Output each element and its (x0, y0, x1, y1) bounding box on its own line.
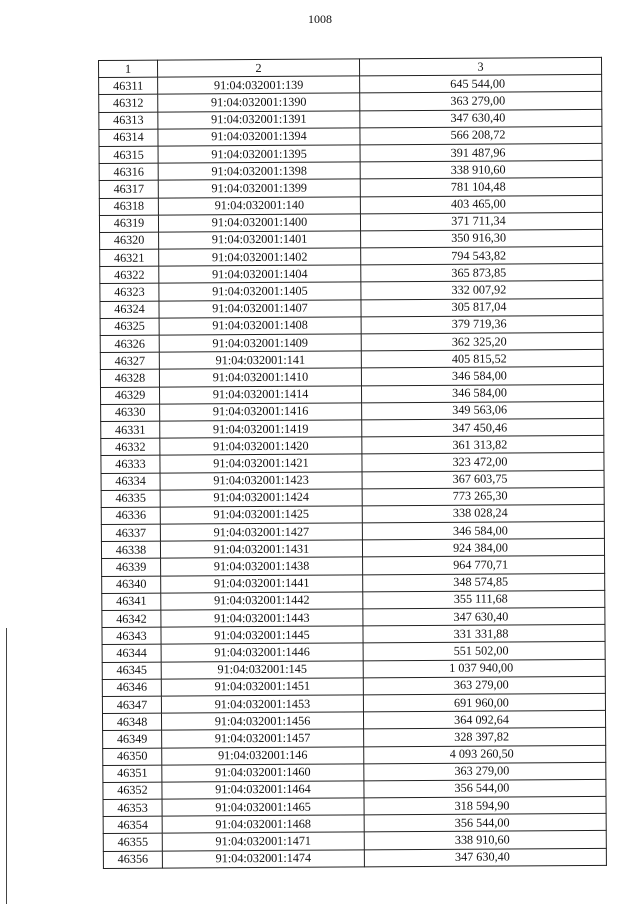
cadastral-value-text: 371 711,34 (451, 213, 506, 229)
cadastral-value-cell (362, 487, 604, 506)
cadastral-value-text: 346 584,00 (451, 368, 507, 383)
cadastral-number-cell: 91:04:032001:1414 (159, 385, 361, 403)
cadastral-value-cell (364, 745, 606, 764)
cadastral-value-cell (362, 521, 604, 540)
cadastral-value-cell (360, 109, 602, 128)
cadastral-value-text: 365 873,85 (451, 265, 507, 280)
cadastral-value-cell (364, 728, 606, 747)
cadastral-value-table (98, 57, 607, 869)
cadastral-value-cell (362, 539, 604, 558)
cadastral-number-cell: 91:04:032001:1421 (160, 454, 362, 472)
cadastral-value-cell (363, 693, 605, 712)
cadastral-value-text: 367 603,75 (452, 471, 508, 486)
cadastral-number-cell: 91:04:032001:1400 (158, 214, 360, 232)
row-number-cell: 46355 (103, 834, 162, 852)
cadastral-number-cell: 91:04:032001:1394 (158, 128, 360, 146)
cadastral-value-text: 356 544,00 (454, 780, 510, 796)
cadastral-value-text: 645 544,00 (450, 76, 506, 91)
cadastral-value-text: 355 111,68 (453, 591, 508, 607)
cadastral-value-text: 348 574,85 (453, 574, 509, 590)
table-body (99, 75, 607, 869)
cadastral-value-text: 305 817,04 (451, 299, 507, 315)
row-number-cell: 46314 (99, 129, 158, 147)
column-header-2: 2 (158, 59, 360, 77)
cadastral-value-cell (360, 212, 602, 231)
cadastral-value-text: 364 092,64 (454, 712, 509, 727)
cadastral-number-cell: 91:04:032001:1446 (161, 643, 363, 661)
cadastral-number-cell: 91:04:032001:1398 (158, 162, 360, 180)
row-number-cell: 46313 (99, 112, 158, 130)
row-number-cell: 46345 (102, 662, 161, 680)
cadastral-value-cell (363, 659, 605, 678)
cadastral-number-cell: 91:04:032001:140 (158, 196, 360, 214)
row-number-cell: 46351 (103, 765, 162, 783)
cadastral-value-cell (363, 625, 605, 644)
cadastral-value-cell (364, 762, 606, 781)
row-number-cell: 46333 (101, 455, 160, 473)
row-number-cell: 46330 (101, 404, 160, 422)
cadastral-value-text: 363 279,00 (450, 93, 506, 108)
cadastral-value-text: 403 465,00 (450, 196, 506, 211)
row-number-cell: 46316 (99, 163, 158, 181)
row-number-cell: 46322 (100, 266, 159, 284)
cadastral-number-cell: 91:04:032001:1402 (159, 248, 361, 266)
cadastral-value-cell (363, 590, 605, 609)
cadastral-number-cell: 91:04:032001:1442 (161, 592, 363, 610)
cadastral-value-cell (360, 75, 602, 94)
cadastral-number-cell: 91:04:032001:1438 (161, 557, 363, 575)
cadastral-value-text: 794 543,82 (451, 248, 507, 263)
row-number-cell: 46338 (101, 541, 160, 559)
row-number-cell: 46329 (100, 387, 159, 405)
cadastral-value-cell (360, 161, 602, 180)
cadastral-number-cell: 91:04:032001:1401 (159, 231, 361, 249)
cadastral-number-cell: 91:04:032001:1407 (159, 300, 361, 318)
row-number-cell: 46317 (99, 180, 158, 198)
cadastral-value-text: 773 265,30 (452, 488, 508, 504)
cadastral-value-text: 356 544,00 (454, 815, 510, 830)
row-number-cell: 46340 (102, 576, 161, 594)
row-number-cell: 46339 (102, 559, 161, 577)
cadastral-value-text: 781 104,48 (450, 179, 506, 194)
column-header-1: 1 (99, 60, 158, 78)
cadastral-value-text: 323 472,00 (452, 454, 508, 469)
cadastral-value-text: 338 028,24 (452, 505, 508, 521)
cadastral-value-cell (362, 470, 604, 489)
cadastral-value-cell (361, 367, 603, 386)
cadastral-value-cell (361, 246, 603, 265)
margin-rule (6, 628, 7, 904)
row-number-cell: 46337 (101, 524, 160, 542)
cadastral-value-cell (361, 384, 603, 403)
cadastral-number-cell: 91:04:032001:1460 (162, 764, 364, 782)
cadastral-value-text: 338 910,60 (450, 162, 506, 177)
cadastral-number-cell: 91:04:032001:1390 (158, 93, 360, 111)
row-number-cell: 46320 (100, 232, 159, 250)
cadastral-value-text: 379 719,36 (451, 316, 507, 332)
row-number-cell: 46328 (100, 370, 159, 388)
cadastral-number-cell: 91:04:032001:1456 (161, 712, 363, 730)
cadastral-value-text: 691 960,00 (453, 695, 509, 710)
row-number-cell: 46348 (102, 713, 161, 731)
cadastral-number-cell: 91:04:032001:1404 (159, 265, 361, 283)
row-number-cell: 46344 (102, 645, 161, 663)
cadastral-value-text: 346 584,00 (452, 385, 508, 400)
cadastral-number-cell: 91:04:032001:141 (159, 351, 361, 369)
cadastral-value-text: 332 007,92 (451, 282, 507, 297)
cadastral-value-text: 346 584,00 (452, 523, 508, 538)
cadastral-value-cell (361, 264, 603, 283)
cadastral-value-text: 347 630,40 (450, 110, 506, 126)
cadastral-number-cell: 91:04:032001:1441 (161, 575, 363, 593)
cadastral-value-text: 331 331,88 (453, 626, 509, 641)
cadastral-value-text: 551 502,00 (453, 643, 509, 658)
cadastral-number-cell: 91:04:032001:1424 (160, 489, 362, 507)
cadastral-number-cell: 91:04:032001:1451 (161, 678, 363, 696)
cadastral-value-text: 1 037 940,00 (449, 660, 514, 676)
cadastral-value-text: 964 770,71 (453, 557, 509, 572)
cadastral-number-cell: 91:04:032001:1391 (158, 110, 360, 128)
cadastral-value-cell (363, 607, 605, 626)
table-row (103, 848, 606, 868)
cadastral-number-cell: 91:04:032001:1409 (159, 334, 361, 352)
cadastral-value-text: 391 487,96 (450, 145, 506, 160)
row-number-cell: 46343 (102, 627, 161, 645)
row-number-cell: 46331 (101, 421, 160, 439)
row-number-cell: 46324 (100, 301, 159, 319)
row-number-cell: 46311 (99, 77, 158, 95)
row-number-cell: 46335 (101, 490, 160, 508)
row-number-cell: 46327 (100, 352, 159, 370)
row-number-cell: 46315 (99, 146, 158, 164)
row-number-cell: 46325 (100, 318, 159, 336)
cadastral-number-cell: 91:04:032001:1410 (159, 368, 361, 386)
row-number-cell: 46318 (99, 198, 158, 216)
cadastral-value-cell (362, 436, 604, 455)
cadastral-value-text: 318 594,90 (454, 798, 510, 813)
cadastral-value-text: 347 630,40 (453, 609, 509, 624)
row-number-cell: 46326 (100, 335, 159, 353)
cadastral-value-cell (361, 229, 603, 248)
cadastral-value-cell (363, 556, 605, 575)
cadastral-value-cell (361, 332, 603, 351)
cadastral-number-cell: 91:04:032001:1453 (161, 695, 363, 713)
column-header-3: 3 (359, 57, 601, 76)
cadastral-value-cell (360, 195, 602, 214)
cadastral-value-text: 347 630,40 (454, 849, 510, 865)
row-number-cell: 46334 (101, 473, 160, 491)
page-number: 1008 (308, 12, 332, 26)
cadastral-value-text: 350 916,30 (451, 230, 507, 246)
row-number-cell: 46353 (103, 799, 162, 817)
row-number-cell: 46356 (103, 851, 162, 869)
cadastral-value-cell (364, 814, 606, 833)
cadastral-value-text: 349 563,06 (452, 402, 508, 418)
cadastral-number-cell: 91:04:032001:1465 (162, 798, 364, 816)
cadastral-number-cell: 91:04:032001:1423 (160, 471, 362, 489)
cadastral-value-cell (362, 504, 604, 523)
row-number-cell: 46346 (102, 679, 161, 697)
cadastral-value-cell (364, 779, 606, 798)
cadastral-value-text: 363 279,00 (454, 763, 510, 779)
cadastral-value-cell (360, 143, 602, 162)
cadastral-value-text: 363 279,00 (453, 677, 509, 693)
cadastral-value-text: 4 093 260,50 (449, 746, 514, 761)
cadastral-number-cell: 91:04:032001:1431 (160, 540, 362, 558)
row-number-cell: 46350 (103, 748, 162, 766)
row-number-cell: 46321 (100, 249, 159, 267)
cadastral-value-text: 924 384,00 (453, 540, 508, 555)
cadastral-value-cell (363, 711, 605, 730)
cadastral-value-text: 347 450,46 (452, 420, 508, 435)
row-number-cell: 46319 (99, 215, 158, 233)
cadastral-number-cell: 91:04:032001:1443 (161, 609, 363, 627)
row-number-cell: 46354 (103, 816, 162, 834)
cadastral-value-cell (360, 178, 602, 197)
cadastral-value-cell (362, 401, 604, 420)
cadastral-number-cell: 91:04:032001:1468 (162, 815, 364, 833)
cadastral-number-cell: 91:04:032001:1457 (162, 729, 364, 747)
cadastral-value-cell (360, 92, 602, 111)
cadastral-value-cell (363, 642, 605, 661)
cadastral-value-text: 328 397,82 (454, 729, 510, 744)
cadastral-number-cell: 91:04:032001:1408 (159, 317, 361, 335)
cadastral-number-cell: 91:04:032001:1419 (160, 420, 362, 438)
cadastral-value-cell (360, 126, 602, 145)
cadastral-number-cell: 91:04:032001:1416 (160, 403, 362, 421)
cadastral-number-cell: 91:04:032001:1474 (162, 850, 364, 868)
cadastral-number-cell: 91:04:032001:1425 (160, 506, 362, 524)
cadastral-value-cell (364, 848, 606, 867)
cadastral-number-cell: 91:04:032001:1427 (160, 523, 362, 541)
row-number-cell: 46336 (101, 507, 160, 525)
row-number-cell: 46352 (103, 782, 162, 800)
row-number-cell: 46342 (102, 610, 161, 628)
cadastral-number-cell: 91:04:032001:145 (161, 660, 363, 678)
cadastral-value-cell (361, 298, 603, 317)
cadastral-number-cell: 91:04:032001:1395 (158, 145, 360, 163)
cadastral-value-cell (364, 831, 606, 850)
cadastral-number-cell: 91:04:032001:1445 (161, 626, 363, 644)
row-number-cell: 46323 (100, 284, 159, 302)
row-number-cell: 46312 (99, 95, 158, 113)
row-number-cell: 46349 (103, 730, 162, 748)
cadastral-value-cell (363, 573, 605, 592)
cadastral-value-cell (361, 350, 603, 369)
cadastral-value-text: 361 313,82 (452, 437, 508, 452)
cadastral-number-cell: 91:04:032001:1405 (159, 282, 361, 300)
cadastral-value-cell (361, 315, 603, 334)
cadastral-value-text: 362 325,20 (451, 334, 507, 349)
cadastral-value-cell (362, 453, 604, 472)
cadastral-value-cell (363, 676, 605, 695)
cadastral-value-text: 566 208,72 (450, 127, 506, 143)
cadastral-value-cell (364, 796, 606, 815)
row-number-cell: 46332 (101, 438, 160, 456)
cadastral-value-text: 405 815,52 (451, 351, 507, 366)
cadastral-number-cell: 91:04:032001:1399 (158, 179, 360, 197)
cadastral-number-cell: 91:04:032001:1464 (162, 781, 364, 799)
cadastral-value-cell (362, 418, 604, 437)
row-number-cell: 46341 (102, 593, 161, 611)
row-number-cell: 46347 (102, 696, 161, 714)
cadastral-number-cell: 91:04:032001:1420 (160, 437, 362, 455)
cadastral-number-cell: 91:04:032001:146 (162, 746, 364, 764)
cadastral-number-cell: 91:04:032001:1471 (162, 832, 364, 850)
cadastral-number-cell: 91:04:032001:139 (158, 76, 360, 94)
cadastral-value-cell (361, 281, 603, 300)
cadastral-value-text: 338 910,60 (454, 832, 510, 847)
